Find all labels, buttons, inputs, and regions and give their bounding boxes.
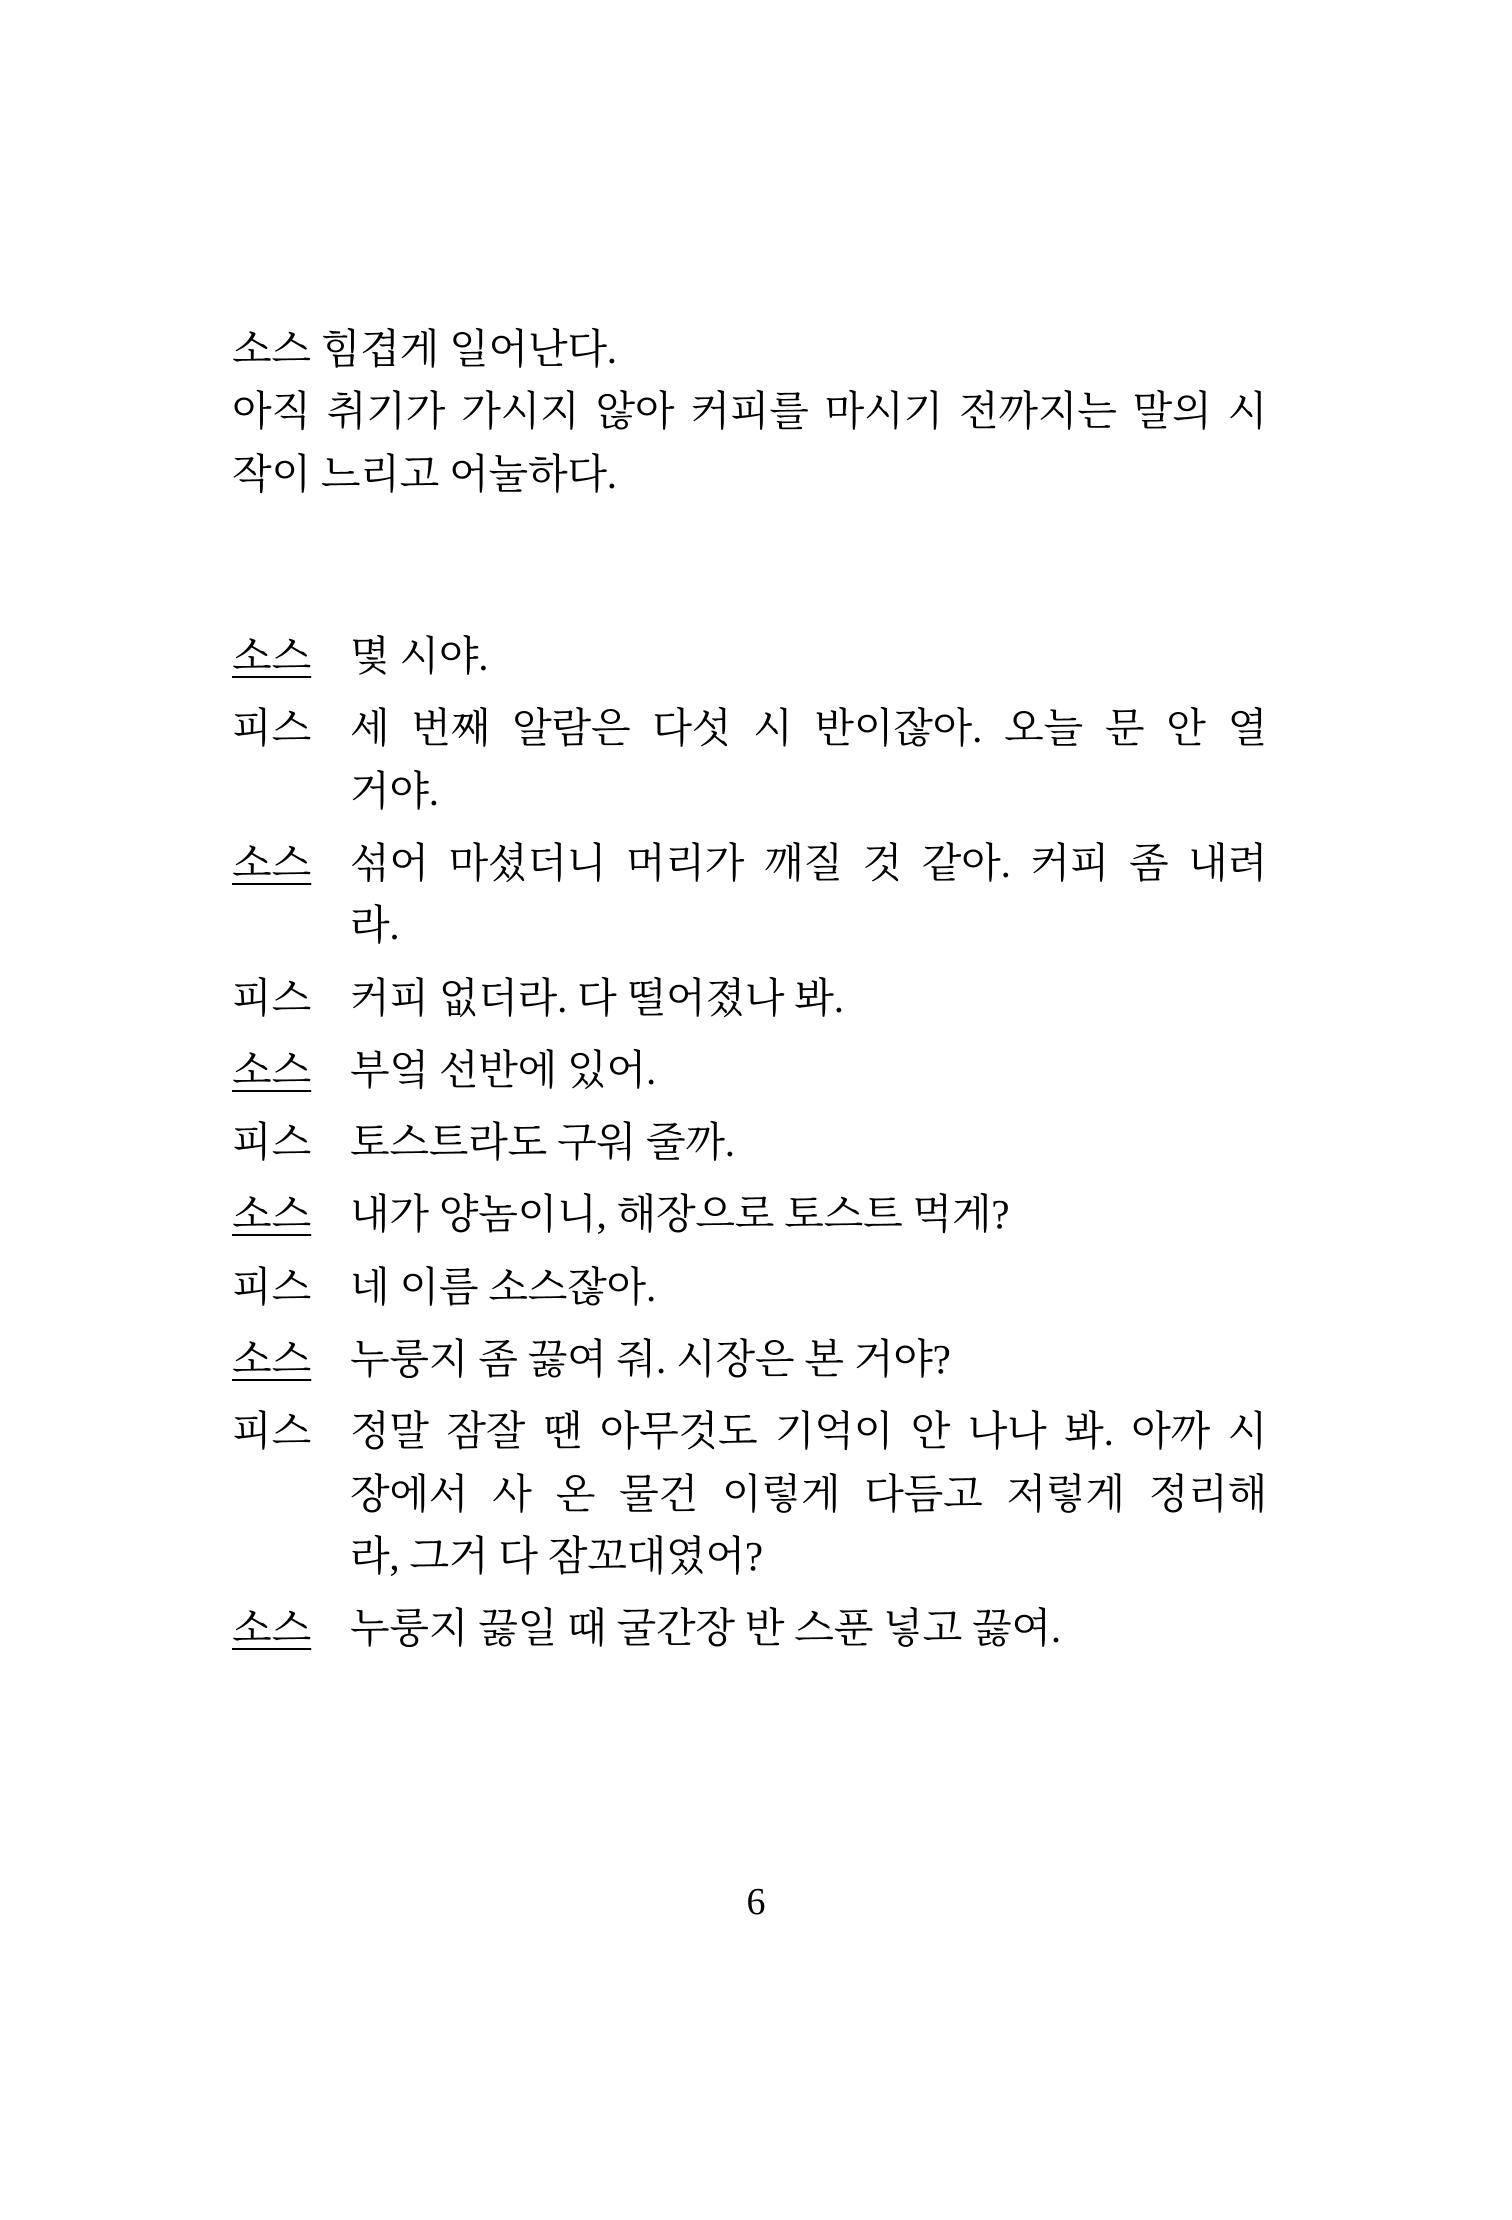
speech-line: 몇 시야.	[350, 632, 489, 679]
speaker-label-sauce: 소스	[232, 632, 312, 679]
speech-text	[350, 967, 1267, 1029]
speech-line: 부엌 선반에 있어.	[350, 1046, 656, 1093]
speech-line: 세 번째 알람은 다섯 시 반이잖아. 오늘 문 안 열	[350, 705, 1267, 752]
speech-line: 정말 잠잘 땐 아무것도 기억이 안 나나 봐. 아까 시	[350, 1408, 1267, 1455]
speaker-label-peace: 피스	[232, 1119, 312, 1166]
speech-text	[350, 1111, 1267, 1173]
speech-line: 거야.	[350, 767, 439, 814]
section-spacer	[232, 505, 1267, 625]
page-content	[232, 318, 1267, 1670]
speech-line: 누룽지 좀 끓여 줘. 시장은 본 거야?	[350, 1336, 951, 1383]
speaker-label-peace: 피스	[232, 1263, 312, 1310]
narration-line: 아직 취기가 가시지 않아 커피를 마시기 전까지는 말의 시	[232, 388, 1267, 435]
speech-line: 내가 양놈이니, 해장으로 토스트 먹게?	[350, 1191, 1010, 1238]
speech-text	[350, 1328, 1267, 1390]
speech-line: 라, 그거 다 잠꼬대였어?	[350, 1533, 763, 1579]
page-number: 6	[746, 1881, 766, 1923]
speech-text	[350, 832, 1267, 957]
dialogue-line	[232, 1111, 1267, 1173]
dialogue-line	[232, 1400, 1267, 1587]
speech-line: 섞어 마셨더니 머리가 깨질 것 같아. 커피 좀 내려	[350, 839, 1267, 886]
dialogue-line	[232, 1597, 1267, 1659]
speech-text	[350, 625, 1267, 687]
dialogue-line	[232, 697, 1267, 822]
narration-block	[232, 318, 1267, 505]
dialogue-line	[232, 1039, 1267, 1101]
narration-line: 소스 힘겹게 일어난다.	[232, 326, 617, 372]
speaker-label-sauce: 소스	[232, 1191, 312, 1238]
speaker-label-sauce: 소스	[232, 1046, 312, 1093]
speaker-label-peace: 피스	[232, 1408, 312, 1455]
narration-line: 작이 느리고 어눌하다.	[232, 450, 617, 497]
dialogue-line	[232, 1328, 1267, 1390]
speech-line: 장에서 사 온 물건 이렇게 다듬고 저렇게 정리해	[350, 1470, 1267, 1517]
dialogue-line	[232, 832, 1267, 957]
speech-text	[350, 1039, 1267, 1101]
speaker-label-sauce: 소스	[232, 1336, 312, 1383]
speech-line: 토스트라도 구워 줄까.	[350, 1119, 735, 1166]
dialogue-line	[232, 1183, 1267, 1245]
speaker-label-peace: 피스	[232, 974, 312, 1021]
speech-text	[350, 1597, 1267, 1659]
speaker-label-sauce: 소스	[232, 839, 312, 886]
speech-line: 누룽지 끓일 때 굴간장 반 스푼 넣고 끓여.	[350, 1605, 1061, 1652]
speaker-label-peace: 피스	[232, 705, 312, 752]
dialogue-line	[232, 1256, 1267, 1318]
speech-text	[350, 1400, 1267, 1587]
speech-text	[350, 1183, 1267, 1245]
speaker-label-sauce: 소스	[232, 1605, 312, 1652]
speech-line: 라.	[350, 902, 400, 949]
dialogue-line	[232, 967, 1267, 1029]
speech-text	[350, 697, 1267, 822]
dialogue-line	[232, 625, 1267, 687]
dialogue-list	[232, 625, 1267, 1660]
speech-text	[350, 1256, 1267, 1318]
speech-line: 커피 없더라. 다 떨어졌나 봐.	[350, 974, 844, 1021]
speech-line: 네 이름 소스잖아.	[350, 1263, 656, 1310]
